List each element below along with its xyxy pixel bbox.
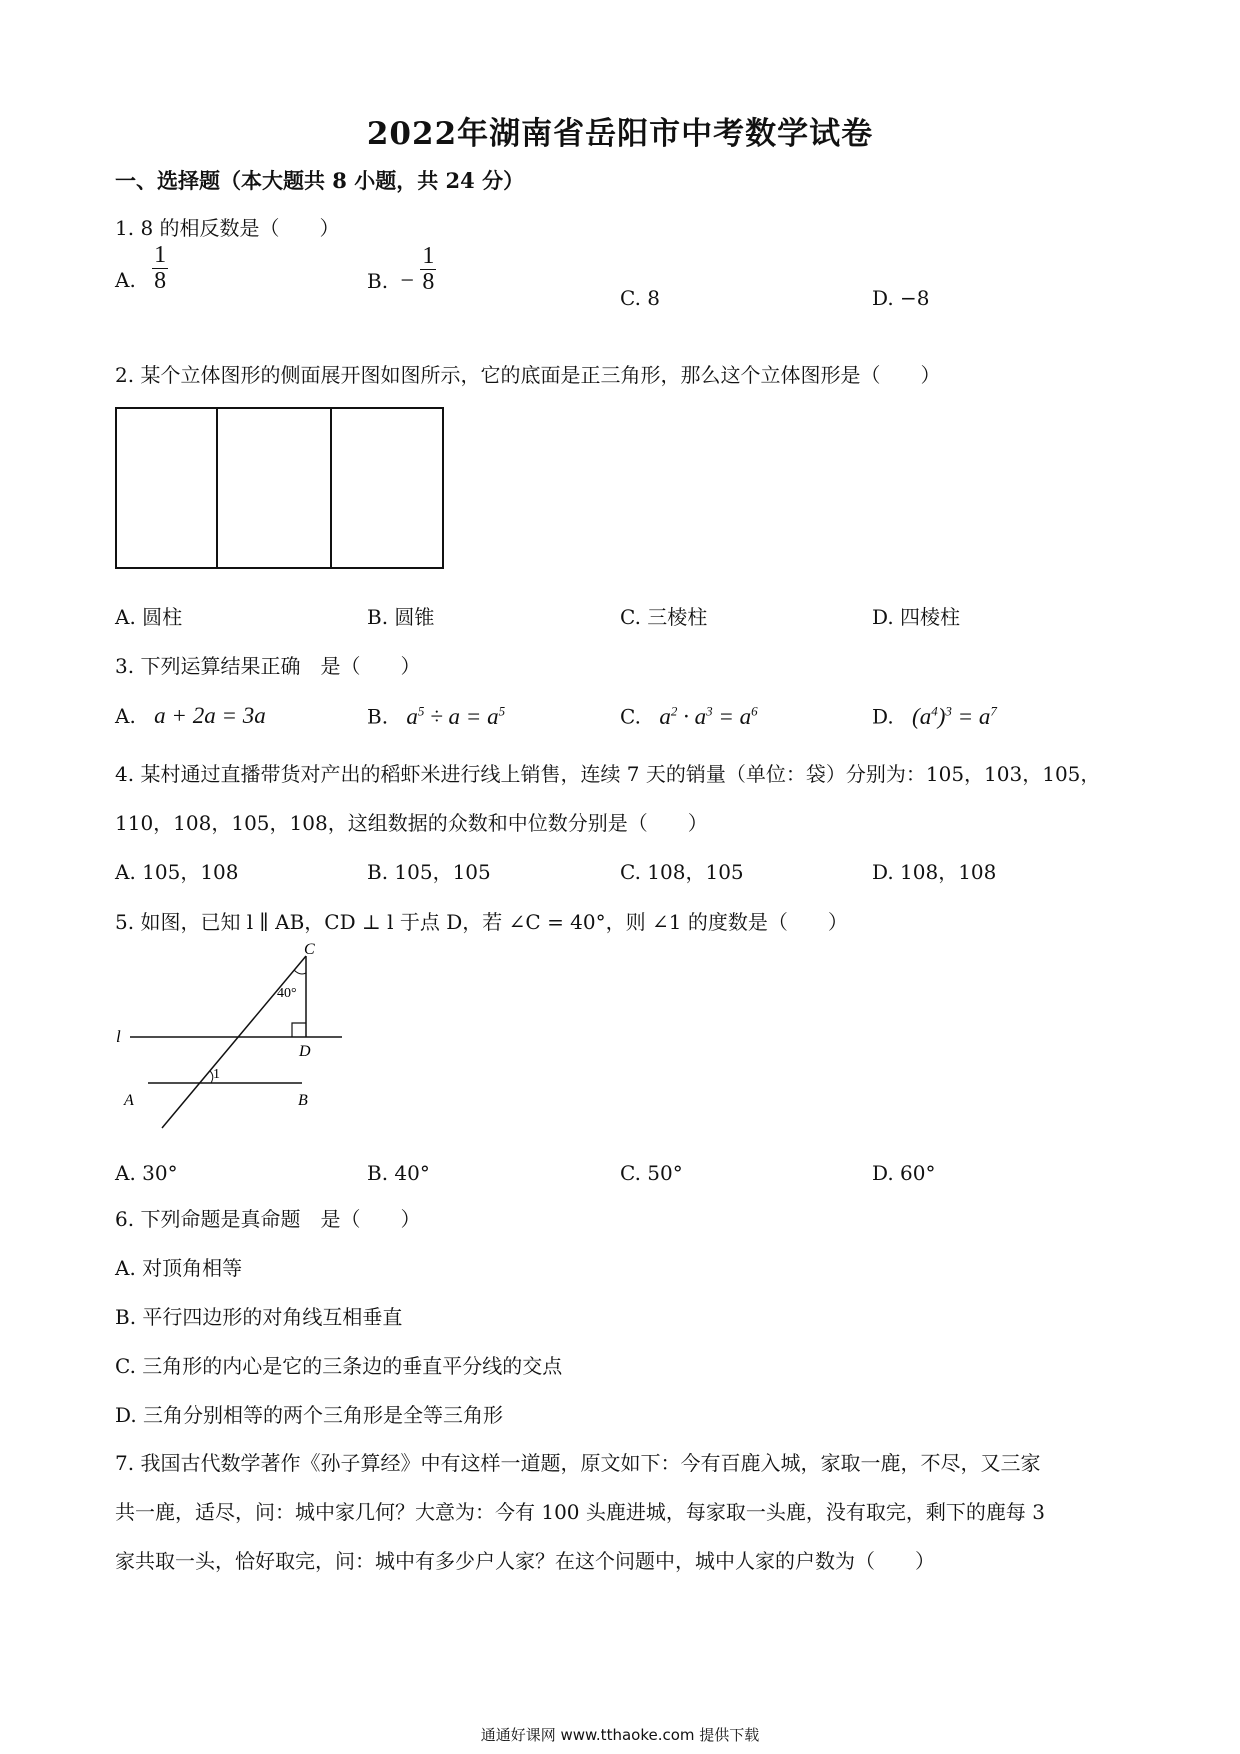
exponent: 3 <box>945 703 952 718</box>
denominator: 8 <box>154 268 167 294</box>
expression-part: · a <box>677 703 707 729</box>
figure-outline <box>116 408 443 568</box>
label-l: l <box>116 1027 121 1046</box>
exponent: 2 <box>670 703 678 718</box>
exponent: 5 <box>417 703 425 718</box>
q1-option-d: D. −8 <box>872 286 930 310</box>
option-label: C. <box>620 704 641 729</box>
exponent: 3 <box>706 703 713 718</box>
q2-option-c: C. 三棱柱 <box>620 605 708 629</box>
q4-option-b: B. 105，105 <box>367 860 491 884</box>
expression <box>659 704 757 729</box>
q3-option-c <box>620 703 758 730</box>
q5-stem: 5. 如图，已知 l ∥ AB，CD ⊥ l 于点 D，若 ∠C = 40°，则 ∠1 的度数是（ ） <box>115 910 848 934</box>
expression: a + 2a = 3a <box>154 703 266 728</box>
expression-part: = a <box>951 703 991 729</box>
base: a <box>659 703 671 729</box>
lateral-unfold-figure <box>110 400 450 575</box>
label-c: C <box>304 941 315 958</box>
q7-line3: 家共取一头，恰好取完，问：城中有多少户人家？在这个问题中，城中人家的户数为（ ） <box>115 1549 935 1573</box>
numerator: 1 <box>422 242 435 269</box>
q4-stem-line2: 110，108，105，108，这组数据的众数和中位数分别是（ ） <box>115 811 708 835</box>
option-label: D. <box>872 704 894 729</box>
q3-option-a <box>115 703 266 729</box>
q4-option-a: A. 105，108 <box>115 860 239 884</box>
option-label: B. <box>367 269 389 293</box>
fraction <box>420 244 436 295</box>
expression <box>912 704 997 729</box>
section-heading: 一、选择题（本大题共 8 小题，共 24 分） <box>115 168 525 193</box>
q2-stem: 2. 某个立体图形的侧面展开图如图所示，它的底面是正三角形，那么这个立体图形是（ ） <box>115 363 941 387</box>
right-angle-mark <box>292 1023 306 1037</box>
q5-option-b: B. 40° <box>367 1161 430 1185</box>
q4-option-d: D. 108，108 <box>872 860 997 884</box>
expression-part: (a <box>912 703 932 729</box>
option-label: A. <box>115 704 136 728</box>
angle-c-arc <box>294 970 306 974</box>
q1-option-c: C. 8 <box>620 286 661 310</box>
label-d: D <box>299 1043 311 1060</box>
q6-option-a: A. 对顶角相等 <box>115 1256 243 1280</box>
q6-stem: 6. 下列命题是真命题 是（ ） <box>115 1207 421 1231</box>
q5-option-a: A. 30° <box>115 1161 178 1185</box>
exponent: 6 <box>751 703 758 718</box>
expression-part: ÷ a = a <box>424 703 499 729</box>
exponent: 5 <box>498 703 506 718</box>
label-a: A <box>124 1092 134 1109</box>
label-angle-1: 1 <box>213 1067 220 1082</box>
fraction <box>152 243 168 294</box>
q3-option-d <box>872 703 997 730</box>
numerator: 1 <box>154 241 167 268</box>
q7-line1: 7. 我国古代数学著作《孙子算经》中有这样一道题，原文如下：今有百鹿入城，家取一鹿，不尽，又三家 <box>115 1451 1041 1475</box>
label-b: B <box>298 1092 308 1109</box>
expression-part: = a <box>712 703 752 729</box>
minus-sign: − <box>400 268 414 294</box>
q1-option-a <box>115 241 168 294</box>
q1-stem: 1. 8 的相反数是（ ） <box>115 216 340 240</box>
transversal-line <box>162 956 306 1128</box>
exponent: 7 <box>990 703 997 718</box>
q6-option-c: C. 三角形的内心是它的三条边的垂直平分线的交点 <box>115 1354 563 1378</box>
q2-option-b: B. 圆锥 <box>367 605 435 629</box>
footer-note: 通通好课网 www.tthaoke.com 提供下载 <box>480 1726 760 1744</box>
expression <box>406 704 505 729</box>
q2-option-a: A. 圆柱 <box>115 605 183 629</box>
q3-stem: 3. 下列运算结果正确 是（ ） <box>115 654 421 678</box>
page-title: 2022年湖南省岳阳市中考数学试卷 <box>366 116 874 152</box>
q7-line2: 共一鹿，适尽，问：城中家几何？大意为：今有 100 头鹿进城，每家取一头鹿，没有取完，剩下的鹿每 3 <box>115 1500 1045 1524</box>
exponent: 4 <box>931 703 938 718</box>
q6-option-b: B. 平行四边形的对角线互相垂直 <box>115 1305 403 1329</box>
q4-stem-line1: 4. 某村通过直播带货对产出的稻虾米进行线上销售，连续 7 天的销量（单位：袋）分别为：105，103，105， <box>115 762 1101 786</box>
expression-part: ) <box>937 703 946 729</box>
label-angle-40: 40° <box>277 986 297 1001</box>
q3-option-b <box>367 703 505 730</box>
q5-option-d: D. 60° <box>872 1161 936 1185</box>
option-label: B. <box>367 704 389 729</box>
q5-option-c: C. 50° <box>620 1161 683 1185</box>
q4-option-c: C. 108，105 <box>620 860 744 884</box>
option-label: A. <box>115 268 136 292</box>
q6-option-d: D. 三角分别相等的两个三角形是全等三角形 <box>115 1403 504 1427</box>
q2-option-d: D. 四棱柱 <box>872 605 961 629</box>
q1-option-b <box>367 242 436 295</box>
geometry-figure <box>110 940 360 1140</box>
base: a <box>406 703 418 729</box>
denominator: 8 <box>422 269 435 295</box>
